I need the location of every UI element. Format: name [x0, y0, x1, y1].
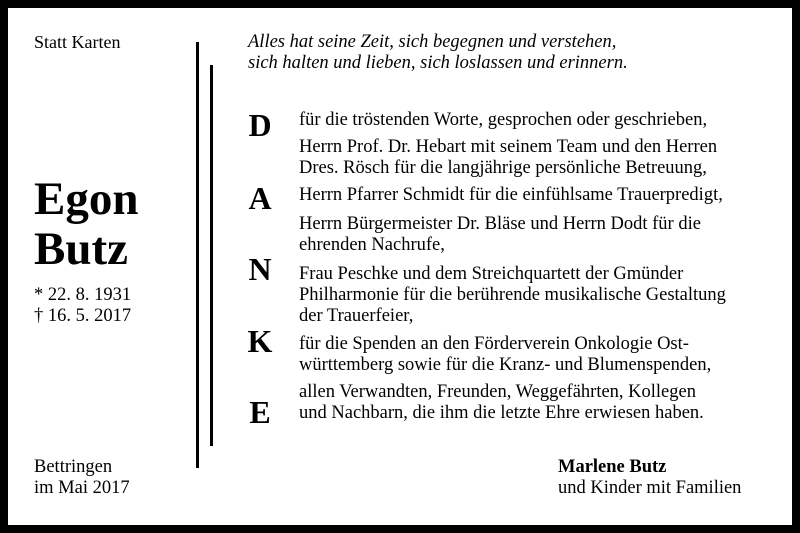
- thanks-line: Herrn Prof. Dr. Hebart mit seinem Team und den Herren: [299, 137, 718, 157]
- thanks-line: allen Verwandten, Freunden, Weggefährten, Kollegen: [299, 382, 696, 402]
- thanks-paragraph-6: [299, 334, 762, 376]
- thanks-line: der Trauerfeier,: [299, 306, 414, 326]
- signature: [558, 457, 741, 499]
- quote-line-2: sich halten und lieben, sich loslassen und erinnern.: [248, 53, 628, 73]
- divider-line-short: [210, 65, 213, 446]
- danke-letter-k: K: [247, 323, 273, 359]
- thanks-paragraph-1: [299, 110, 762, 131]
- thanks-line: Dres. Rösch für die langjährige persönliche Betreuung,: [299, 158, 707, 178]
- thanks-line: württemberg sowie für die Kranz- und Blumenspenden,: [299, 355, 712, 375]
- place: Bettringen: [34, 457, 113, 477]
- danke-letter-a: A: [248, 180, 272, 216]
- last-name: Butz: [34, 223, 128, 275]
- birth-date: * 22. 8. 1931: [34, 285, 132, 305]
- signature-name: Marlene Butz: [558, 457, 667, 477]
- thanks-line: Frau Peschke und dem Streichquartett der Gmünder: [299, 264, 684, 284]
- thanks-paragraph-5: [299, 264, 762, 327]
- thanks-line: für die Spenden an den Förderverein Onkologie Ost-: [299, 334, 689, 354]
- signature-family: und Kinder mit Familien: [558, 478, 742, 498]
- statt-karten-label: Statt Karten: [34, 32, 121, 52]
- thanks-line: Herrn Bürgermeister Dr. Bläse und Herrn Dodt für die: [299, 214, 701, 234]
- month-year: im Mai 2017: [34, 478, 130, 498]
- thanks-paragraph-2: [299, 137, 762, 179]
- deceased-name: [34, 174, 139, 274]
- first-name: Egon: [34, 173, 139, 225]
- death-date: † 16. 5. 2017: [34, 306, 132, 326]
- thanks-line: für die tröstenden Worte, gesprochen oder geschrieben,: [299, 110, 708, 130]
- thanks-paragraph-4: [299, 214, 762, 256]
- thanks-line: Philharmonie für die berührende musikalische Gestaltung: [299, 285, 726, 305]
- life-dates: [34, 285, 131, 327]
- thanks-paragraph-3: [299, 185, 762, 206]
- thanks-paragraph-7: [299, 382, 762, 424]
- danke-letter-n: N: [248, 251, 272, 287]
- danke-letter-d: D: [248, 107, 272, 143]
- thanks-line: ehrenden Nachrufe,: [299, 235, 445, 255]
- thanks-line: und Nachbarn, die ihm die letzte Ehre erwiesen haben.: [299, 403, 704, 423]
- thanks-line: Herrn Pfarrer Schmidt für die einfühlsame Trauerpredigt,: [299, 185, 723, 205]
- danke-letter-e: E: [249, 394, 271, 430]
- quote-line-1: Alles hat seine Zeit, sich begegnen und verstehen,: [248, 32, 617, 52]
- divider-line-long: [196, 42, 199, 468]
- place-date: [34, 457, 130, 499]
- quote: [248, 32, 628, 74]
